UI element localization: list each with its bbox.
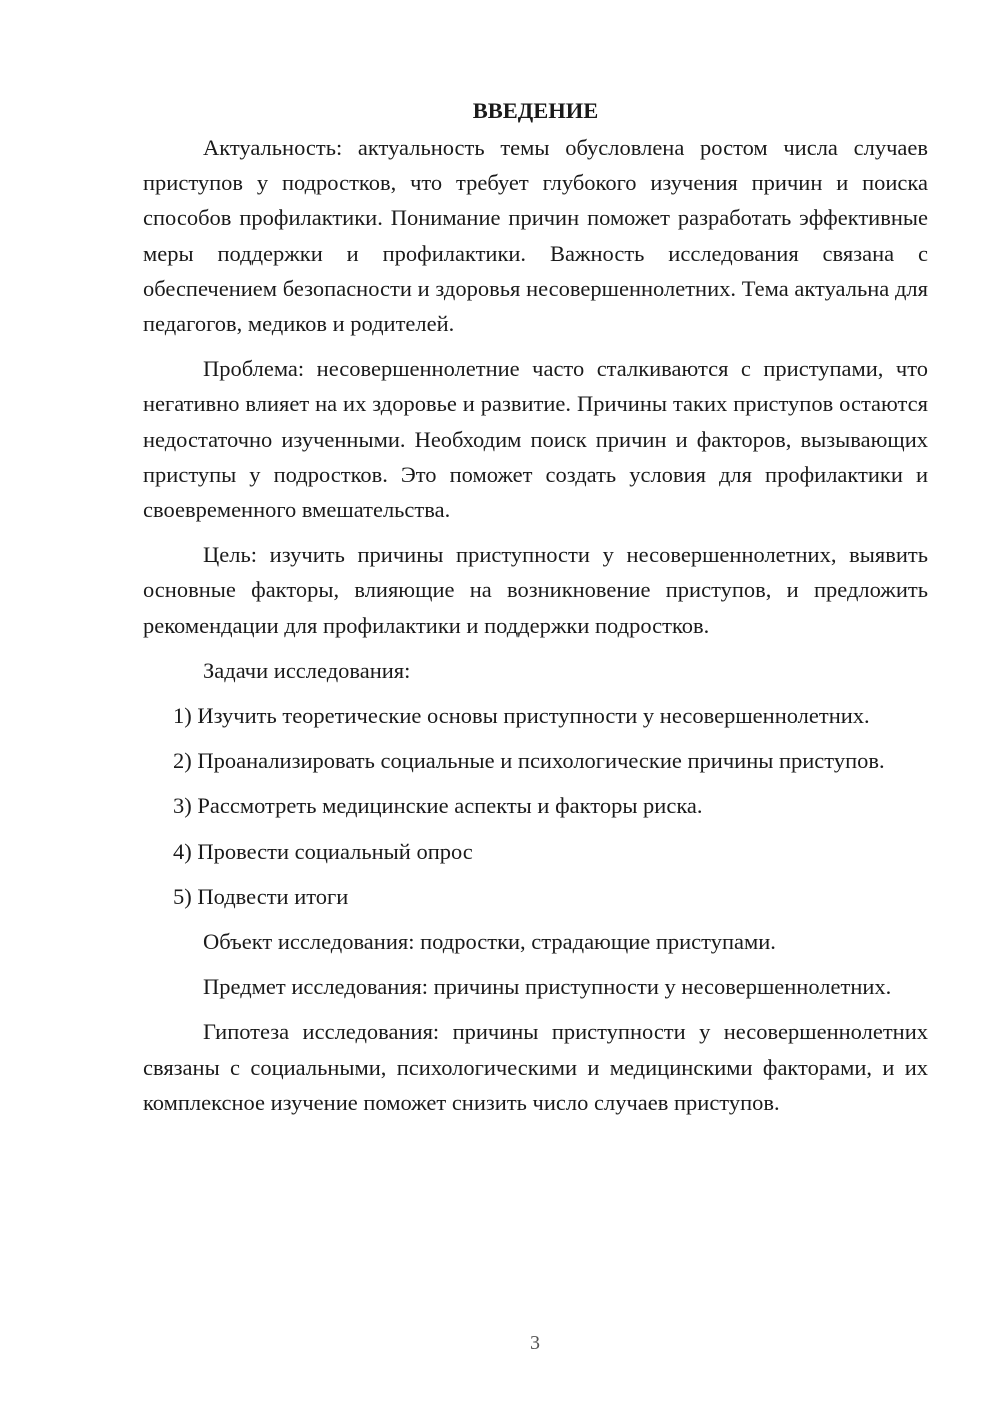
paragraph-problem: Проблема: несовершеннолетние часто сталкиваются с приступами, что негативно влияет на их здоровье и развитие. Причины таких приступов остаются недостаточно изученными. Необходим поиск причин и факторов, вызывающих приступы у подростков. Это поможет создать условия для профилактики и своевременного вмешательства.: [143, 356, 928, 523]
paragraph-hypothesis: Гипотеза исследования: причины приступности у несовершеннолетних связаны с социальными, психологическими и медицинскими факторами, и их комплексное изучение поможет снизить число случаев приступов.: [143, 1019, 928, 1115]
task-item: 5) Подвести итоги: [173, 883, 349, 909]
task-item: 1) Изучить теоретические основы приступности у несовершеннолетних.: [173, 703, 870, 729]
section-title: ВВЕДЕНИЕ: [472, 98, 599, 123]
task-item: 3) Рассмотреть медицинские аспекты и факторы риска.: [173, 793, 703, 819]
document-page: [143, 92, 928, 1130]
paragraph-goal: Цель: изучить причины приступности у несовершеннолетних, выявить основные факторы, влияющие на возникновение приступов, и предложить рекомендации для профилактики и поддержки подростков.: [143, 542, 928, 638]
task-item: 4) Провести социальный опрос: [173, 838, 473, 864]
paragraph-subject: Предмет исследования: причины приступности у несовершеннолетних.: [203, 974, 892, 1000]
task-item: 2) Проанализировать социальные и психологические причины приступов.: [173, 748, 885, 774]
page-number: 3: [530, 1332, 540, 1354]
paragraph-object: Объект исследования: подростки, страдающие приступами.: [203, 929, 776, 955]
tasks-heading: Задачи исследования:: [203, 657, 411, 683]
paragraph-relevance: Актуальность: актуальность темы обусловлена ростом числа случаев приступов у подростков, что требует глубокого изучения причин и поиска способов профилактики. Понимание причин поможет разработать эффективные меры поддержки и профилактики. Важность исследования связана с обеспечением безопасности и здоровья несовершеннолетних. Тема актуальна для педагогов, медиков и родителей.: [143, 135, 928, 337]
